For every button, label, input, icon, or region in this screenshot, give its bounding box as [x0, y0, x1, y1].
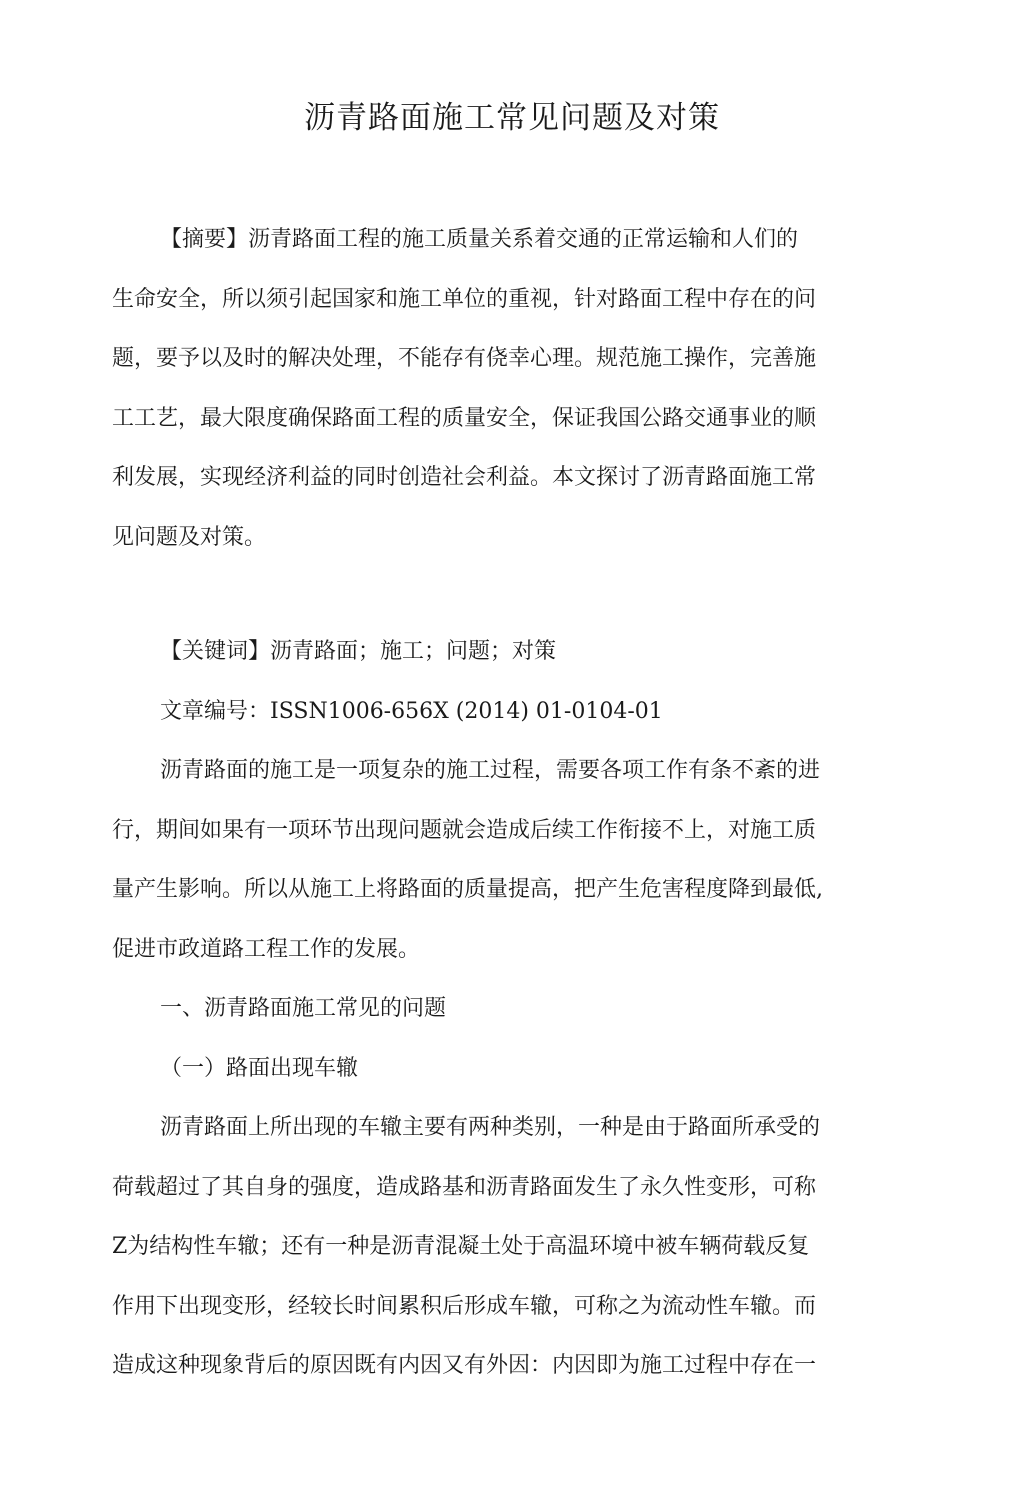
article-number: 文章编号：ISSN1006-656X (2014) 01-0104-01: [160, 698, 663, 724]
intro-line: 促进市政道路工程工作的发展。: [112, 936, 421, 962]
abstract-line: 题，要予以及时的解决处理，不能存有侥幸心理。规范施工操作，完善施: [112, 346, 817, 371]
abstract-line: 生命安全，所以须引起国家和施工单位的重视，针对路面工程中存在的问: [112, 286, 817, 312]
abstract-paragraph: [112, 210, 886, 567]
body-line: 作用下出现变形，经较长时间累积后形成车辙，可称之为流动性车辙。而: [112, 1293, 817, 1319]
document-title: 沥青路面施工常见问题及对策: [304, 100, 720, 136]
body-line: 荷载超过了其自身的强度，造成路基和沥青路面发生了永久性变形，可称: [112, 1174, 817, 1200]
body-line: 沥青路面上所出现的车辙主要有两种类别，一种是由于路面所承受的: [160, 1115, 821, 1140]
intro-line: 行，期间如果有一项环节出现问题就会造成后续工作衔接不上，对施工质: [112, 817, 817, 843]
abstract-line: 【摘要】沥青路面工程的施工质量关系着交通的正常运输和人们的: [160, 227, 799, 252]
subsection-heading: （一）路面出现车辙: [160, 1055, 359, 1081]
intro-line: 量产生影响。所以从施工上将路面的质量提高，把产生危害程度降到最低,: [112, 877, 823, 902]
abstract-line: 利发展，实现经济利益的同时创造社会利益。本文探讨了沥青路面施工常: [112, 465, 817, 490]
abstract-line: 见问题及对策。: [112, 524, 267, 550]
body-section: [112, 622, 886, 1396]
abstract-line: 工工艺，最大限度确保路面工程的质量安全，保证我国公路交通事业的顺: [112, 405, 817, 431]
keywords-line: 【关键词】沥青路面；施工；问题；对策: [160, 639, 557, 664]
intro-line: 沥青路面的施工是一项复杂的施工过程，需要各项工作有条不紊的进: [160, 758, 821, 783]
body-line: Z为结构性车辙；还有一种是沥青混凝土处于高温环境中被车辆荷载反复: [112, 1234, 810, 1259]
body-line: 造成这种现象背后的原因既有内因又有外因：内因即为施工过程中存在一: [112, 1353, 817, 1378]
section-heading: 一、沥青路面施工常见的问题: [160, 996, 447, 1021]
